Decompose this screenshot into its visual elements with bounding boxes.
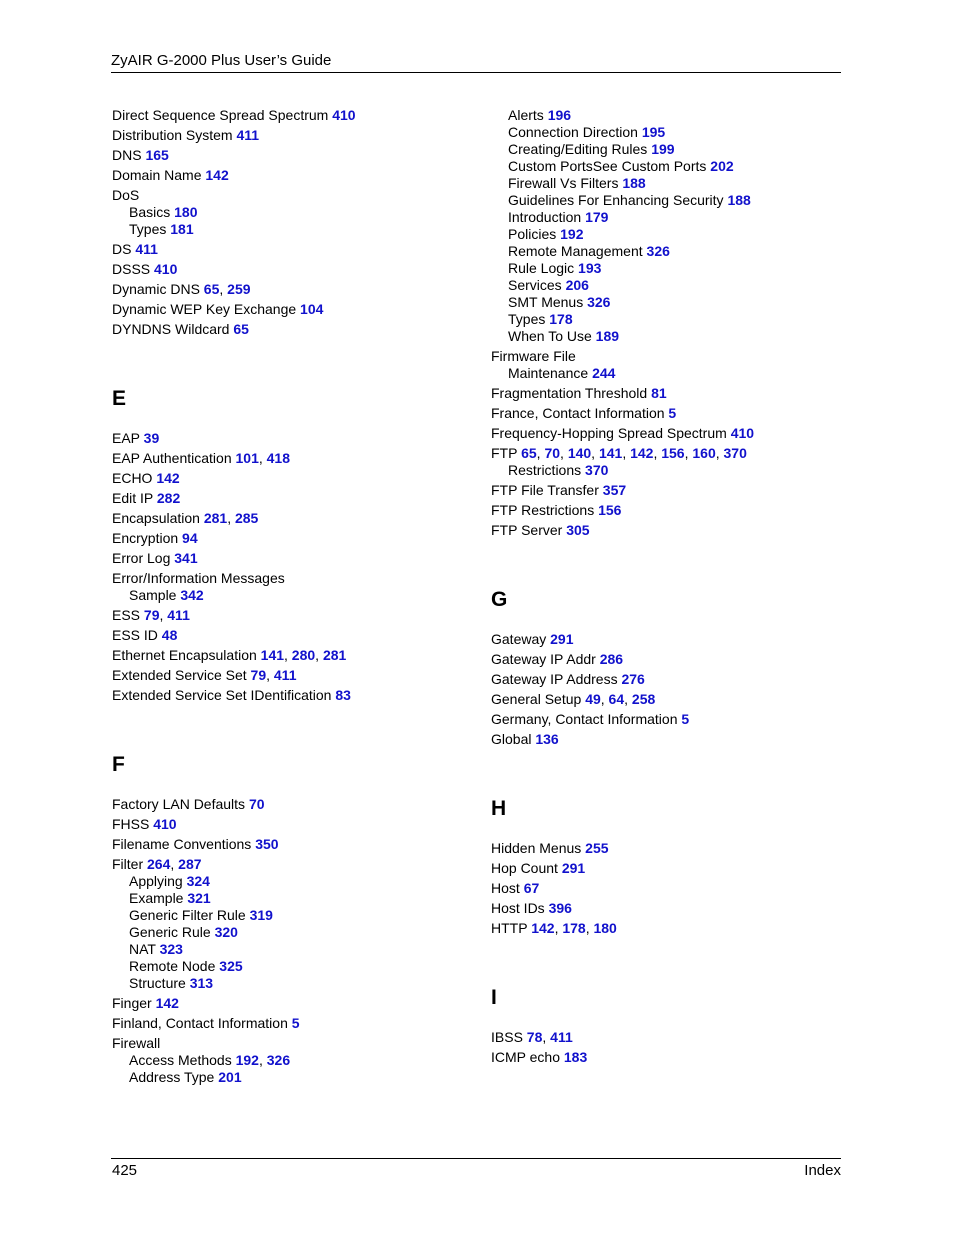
index-subentry: Access Methods 192, 326 xyxy=(129,1052,291,1068)
index-entry xyxy=(491,671,841,688)
index-term: Factory LAN Defaults xyxy=(112,796,246,812)
index-term: Access Methods xyxy=(129,1052,232,1068)
page-footer xyxy=(111,1158,841,1179)
page-reference-link[interactable]: 70 xyxy=(248,796,265,812)
page-reference-link[interactable]: 264 xyxy=(147,856,171,872)
page-reference-link[interactable]: 179 xyxy=(585,209,609,225)
index-term: Dynamic WEP Key Exchange xyxy=(112,301,297,317)
page-reference-link[interactable]: 286 xyxy=(599,651,624,667)
index-entry xyxy=(112,321,472,338)
index-term: Sample xyxy=(129,587,177,603)
index-subentry xyxy=(491,294,841,311)
index-entry xyxy=(112,241,472,258)
index-term: Restrictions xyxy=(508,462,582,478)
page-reference-link[interactable]: 255 xyxy=(585,840,609,856)
page-reference-link[interactable]: 136 xyxy=(535,731,559,747)
page-reference-link[interactable]: 370 xyxy=(723,445,747,461)
page-reference-link[interactable]: 83 xyxy=(335,687,351,703)
index-entry xyxy=(112,816,472,833)
index-term: Guidelines For Enhancing Security xyxy=(508,192,724,208)
index-term: Hop Count xyxy=(491,860,558,876)
index-entry xyxy=(112,470,472,487)
index-term: Firmware File xyxy=(491,348,576,364)
index-term: Finger xyxy=(112,995,152,1011)
page-reference-link[interactable]: 281 xyxy=(203,510,228,526)
index-term: Gateway IP Address xyxy=(491,671,618,687)
page-reference-link[interactable]: 192 xyxy=(560,226,584,242)
page-reference-link[interactable]: 140 xyxy=(567,445,592,461)
page-reference-link[interactable]: 65 xyxy=(233,321,249,337)
index-term: Error/Information Messages xyxy=(112,570,285,586)
index-entry: HTTP 142, 178, 180 xyxy=(491,920,617,936)
index-entry xyxy=(112,570,472,587)
index-term: Custom PortsSee Custom Ports xyxy=(508,158,707,174)
index-term: SMT Menus xyxy=(508,294,584,310)
page-reference-link[interactable]: 104 xyxy=(300,301,324,317)
index-letter-heading: H xyxy=(491,797,507,820)
index-term: NAT xyxy=(129,941,156,957)
page-reference-link[interactable]: 156 xyxy=(661,445,685,461)
index-subentry xyxy=(112,941,472,958)
index-entry xyxy=(491,405,841,422)
index-term: Filter xyxy=(112,856,144,872)
index-entry xyxy=(112,1035,472,1052)
index-subentry xyxy=(112,958,472,975)
page-reference-link[interactable]: 326 xyxy=(587,294,611,310)
page-reference-link[interactable]: 305 xyxy=(566,522,590,538)
index-term: Policies xyxy=(508,226,557,242)
index-entry xyxy=(112,627,472,644)
page-reference-link[interactable]: 206 xyxy=(565,277,589,293)
index-subentry xyxy=(491,311,841,328)
page-reference-link[interactable]: 141 xyxy=(260,647,285,663)
page-reference-link[interactable]: 411 xyxy=(236,127,260,143)
page-reference-link[interactable]: 370 xyxy=(585,462,609,478)
index-term: Types xyxy=(129,221,167,237)
index-entry xyxy=(491,425,841,442)
index-term: Finland, Contact Information xyxy=(112,1015,288,1031)
index-column-left xyxy=(112,107,472,1086)
page-reference-link[interactable]: 65 xyxy=(203,281,220,297)
index-subentry xyxy=(491,243,841,260)
index-term: DYNDNS Wildcard xyxy=(112,321,230,337)
index-subentry xyxy=(491,365,841,382)
index-subentry xyxy=(491,192,841,209)
page-reference-link[interactable]: 156 xyxy=(598,502,622,518)
guide-title: ZyAIR G-2000 Plus User’s Guide xyxy=(111,52,332,69)
page-reference-link[interactable]: 324 xyxy=(186,873,210,889)
index-term: Remote Node xyxy=(129,958,216,974)
page-reference-link[interactable]: 244 xyxy=(592,365,616,381)
page-reference-link[interactable]: 410 xyxy=(730,425,755,441)
page-reference-link[interactable]: 178 xyxy=(562,920,586,936)
page-reference-link[interactable]: 78 xyxy=(526,1029,543,1045)
index-term: DoS xyxy=(112,187,140,203)
index-entry xyxy=(112,796,472,813)
index-term: Fragmentation Threshold xyxy=(491,385,648,401)
index-subentry xyxy=(112,907,472,924)
page-reference-link[interactable]: 291 xyxy=(561,860,586,876)
index-entry: EAP Authentication 101, 418 xyxy=(112,450,290,466)
index-term: Alerts xyxy=(508,107,544,123)
index-term: Distribution System xyxy=(112,127,233,143)
index-term: Host IDs xyxy=(491,900,545,916)
page-reference-link[interactable]: 193 xyxy=(578,260,602,276)
index-subentry xyxy=(491,141,841,158)
section-name: Index xyxy=(804,1162,841,1179)
page-reference-link[interactable]: 287 xyxy=(178,856,202,872)
index-term: Filename Conventions xyxy=(112,836,252,852)
page-reference-link[interactable]: 183 xyxy=(563,1049,588,1065)
page-reference-link[interactable]: 5 xyxy=(681,711,690,727)
index-term: HTTP xyxy=(491,920,528,936)
page-reference-link[interactable]: 189 xyxy=(595,328,620,344)
index-entry xyxy=(491,502,841,519)
page-reference-link[interactable]: 67 xyxy=(523,880,540,896)
index-term: Maintenance xyxy=(508,365,589,381)
index-term: Address Type xyxy=(129,1069,215,1085)
index-entry: Filter 264, 287 xyxy=(112,856,202,872)
index-entry xyxy=(491,482,841,499)
index-term: Gateway xyxy=(491,631,547,647)
index-entry xyxy=(112,687,472,704)
index-entry: FTP 65, 70, 140, 141, 142, 156, 160, 370 xyxy=(491,445,747,461)
page-reference-link[interactable]: 201 xyxy=(218,1069,242,1085)
index-term: Creating/Editing Rules xyxy=(508,141,648,157)
page-reference-link[interactable]: 142 xyxy=(205,167,229,183)
index-entry xyxy=(112,147,472,164)
index-term: EAP Authentication xyxy=(112,450,232,466)
index-entry xyxy=(491,348,841,365)
page-reference-link[interactable]: 5 xyxy=(291,1015,300,1031)
index-entry xyxy=(491,860,841,877)
page-reference-link[interactable]: 39 xyxy=(143,430,160,446)
index-subentry xyxy=(491,209,841,226)
page-reference-link[interactable]: 199 xyxy=(651,141,675,157)
page-reference-link[interactable]: 202 xyxy=(710,158,734,174)
page-reference-link[interactable]: 141 xyxy=(598,445,623,461)
index-entry xyxy=(491,840,841,857)
index-entry xyxy=(112,301,472,318)
index-term: Example xyxy=(129,890,184,906)
index-term: Introduction xyxy=(508,209,582,225)
page-number: 425 xyxy=(112,1162,138,1179)
page-reference-link[interactable]: 196 xyxy=(547,107,572,123)
page-reference-link[interactable]: 325 xyxy=(219,958,243,974)
page-reference-link[interactable]: 192 xyxy=(235,1052,259,1068)
index-term: DS xyxy=(112,241,132,257)
index-term: FTP xyxy=(491,445,518,461)
index-term: General Setup xyxy=(491,691,582,707)
index-entry xyxy=(112,127,472,144)
page-reference-link[interactable]: 281 xyxy=(322,647,347,663)
index-entry: ESS 79, 411 xyxy=(112,607,190,623)
page-reference-link[interactable]: 326 xyxy=(266,1052,291,1068)
index-subentry xyxy=(491,107,841,124)
page-reference-link[interactable]: 48 xyxy=(161,627,178,643)
page-reference-link[interactable]: 195 xyxy=(641,124,666,140)
index-term: Error Log xyxy=(112,550,171,566)
page-reference-link[interactable]: 142 xyxy=(156,470,180,486)
index-term: Remote Management xyxy=(508,243,643,259)
page-reference-link[interactable]: 142 xyxy=(531,920,555,936)
index-letter-heading: I xyxy=(491,986,497,1009)
index-entry xyxy=(491,900,841,917)
index-term: Domain Name xyxy=(112,167,202,183)
page-reference-link[interactable]: 411 xyxy=(167,607,190,623)
index-entry: General Setup 49, 64, 258 xyxy=(491,691,656,707)
index-term: Hidden Menus xyxy=(491,840,582,856)
page-reference-link[interactable]: 410 xyxy=(332,107,356,123)
index-entry xyxy=(491,522,841,539)
index-entry: IBSS 78, 411 xyxy=(491,1029,573,1045)
page-reference-link[interactable]: 313 xyxy=(189,975,214,991)
index-term: Firewall xyxy=(112,1035,161,1051)
index-term: FTP File Transfer xyxy=(491,482,599,498)
page-reference-link[interactable]: 94 xyxy=(182,530,198,546)
index-entry: Extended Service Set 79, 411 xyxy=(112,667,297,683)
page-reference-link[interactable]: 350 xyxy=(255,836,279,852)
page-reference-link[interactable]: 326 xyxy=(646,243,670,259)
index-term: FTP Restrictions xyxy=(491,502,595,518)
page-reference-link[interactable]: 79 xyxy=(143,607,160,623)
page-reference-link[interactable]: 181 xyxy=(170,221,194,237)
index-term: Services xyxy=(508,277,562,293)
index-entry: Dynamic DNS 65, 259 xyxy=(112,281,251,297)
index-term: Direct Sequence Spread Spectrum xyxy=(112,107,329,123)
page-reference-link[interactable]: 410 xyxy=(154,261,178,277)
page-reference-link[interactable]: 341 xyxy=(174,550,198,566)
index-term: France, Contact Information xyxy=(491,405,665,421)
page-reference-link[interactable]: 70 xyxy=(544,445,561,461)
index-term: FHSS xyxy=(112,816,150,832)
index-term: IBSS xyxy=(491,1029,523,1045)
index-term: Encryption xyxy=(112,530,179,546)
index-term: ICMP echo xyxy=(491,1049,560,1065)
index-term: ESS ID xyxy=(112,627,158,643)
index-term: Extended Service Set IDentification xyxy=(112,687,332,703)
index-subentry xyxy=(112,975,472,992)
index-term: DNS xyxy=(112,147,142,163)
page-reference-link[interactable]: 410 xyxy=(153,816,177,832)
page-reference-link[interactable]: 65 xyxy=(521,445,537,461)
index-entry: Ethernet Encapsulation 141, 280, 281 xyxy=(112,647,347,663)
page-reference-link[interactable]: 411 xyxy=(273,667,297,683)
index-subentry xyxy=(112,873,472,890)
index-subentry xyxy=(491,462,841,479)
page-reference-link[interactable]: 323 xyxy=(159,941,183,957)
index-entry xyxy=(491,1049,841,1066)
index-entry xyxy=(112,490,472,507)
index-subentry xyxy=(491,226,841,243)
page-reference-link[interactable]: 142 xyxy=(155,995,179,1011)
index-term: EAP xyxy=(112,430,140,446)
index-subentry xyxy=(112,890,472,907)
index-entry xyxy=(491,731,841,748)
index-term: Gateway IP Addr xyxy=(491,651,596,667)
page-reference-link[interactable]: 411 xyxy=(550,1029,573,1045)
index-term: ESS xyxy=(112,607,141,623)
index-entry xyxy=(112,430,472,447)
index-term: Ethernet Encapsulation xyxy=(112,647,257,663)
index-entry xyxy=(491,631,841,648)
index-column-right xyxy=(491,107,841,1066)
index-letter-heading: E xyxy=(112,387,127,410)
index-subentry xyxy=(112,221,472,238)
page-reference-link[interactable]: 64 xyxy=(608,691,625,707)
index-entry xyxy=(491,711,841,728)
page-reference-link[interactable]: 188 xyxy=(727,192,751,208)
index-entry xyxy=(112,995,472,1012)
index-entry xyxy=(112,836,472,853)
page-reference-link[interactable]: 49 xyxy=(585,691,601,707)
index-entry xyxy=(112,107,472,124)
index-term: Germany, Contact Information xyxy=(491,711,678,727)
page-reference-link[interactable]: 342 xyxy=(180,587,204,603)
index-term: Generic Rule xyxy=(129,924,211,940)
page-reference-link[interactable]: 291 xyxy=(550,631,574,647)
index-term: Generic Filter Rule xyxy=(129,907,246,923)
index-term: When To Use xyxy=(508,328,592,344)
index-term: FTP Server xyxy=(491,522,563,538)
page-reference-link[interactable]: 282 xyxy=(156,490,181,506)
index-term: ECHO xyxy=(112,470,153,486)
page-reference-link[interactable]: 160 xyxy=(692,445,716,461)
page-header xyxy=(111,51,841,73)
page-reference-link[interactable]: 178 xyxy=(549,311,573,327)
page-reference-link[interactable]: 276 xyxy=(621,671,645,687)
index-subentry xyxy=(491,277,841,294)
index-term: Types xyxy=(508,311,546,327)
index-subentry xyxy=(112,1069,472,1086)
index-subentry xyxy=(491,175,841,192)
page-reference-link[interactable]: 418 xyxy=(266,450,290,466)
index-letter-heading: G xyxy=(491,588,508,611)
index-term: Firewall Vs Filters xyxy=(508,175,619,191)
page-reference-link[interactable]: 259 xyxy=(227,281,251,297)
index-term: Structure xyxy=(129,975,186,991)
index-entry: Encapsulation 281, 285 xyxy=(112,510,259,526)
index-subentry xyxy=(112,204,472,221)
index-entry xyxy=(491,651,841,668)
index-term: Basics xyxy=(129,204,171,220)
page-reference-link[interactable]: 142 xyxy=(630,445,654,461)
page-reference-link[interactable]: 79 xyxy=(250,667,267,683)
index-term: Host xyxy=(491,880,520,896)
index-entry xyxy=(112,530,472,547)
page-reference-link[interactable]: 81 xyxy=(651,385,667,401)
page-reference-link[interactable]: 180 xyxy=(593,920,617,936)
page-reference-link[interactable]: 5 xyxy=(668,405,677,421)
index-subentry xyxy=(491,124,841,141)
index-entry xyxy=(112,550,472,567)
index-entry xyxy=(491,880,841,897)
index-term: Encapsulation xyxy=(112,510,200,526)
page-reference-link[interactable]: 320 xyxy=(214,924,238,940)
page-reference-link[interactable]: 357 xyxy=(602,482,627,498)
index-subentry xyxy=(491,158,841,175)
index-subentry xyxy=(491,260,841,277)
index-term: Applying xyxy=(129,873,183,889)
index-entry xyxy=(112,1015,472,1032)
page-reference-link[interactable]: 258 xyxy=(631,691,656,707)
page-reference-link[interactable]: 396 xyxy=(548,900,572,916)
page-reference-link[interactable]: 280 xyxy=(291,647,316,663)
page-reference-link[interactable]: 319 xyxy=(249,907,273,923)
index-entry xyxy=(112,261,472,278)
index-entry xyxy=(112,187,472,204)
index-letter-heading: F xyxy=(112,753,125,776)
index-term: Global xyxy=(491,731,532,747)
index-entry xyxy=(112,167,472,184)
page-reference-link[interactable]: 180 xyxy=(174,204,198,220)
index-subentry xyxy=(112,924,472,941)
index-term: Dynamic DNS xyxy=(112,281,200,297)
page-reference-link[interactable]: 101 xyxy=(235,450,259,466)
index-term: Frequency-Hopping Spread Spectrum xyxy=(491,425,727,441)
index-term: DSSS xyxy=(112,261,151,277)
page-reference-link[interactable]: 411 xyxy=(135,241,158,257)
page-reference-link[interactable]: 321 xyxy=(187,890,211,906)
index-subentry xyxy=(491,328,841,345)
page-reference-link[interactable]: 285 xyxy=(234,510,259,526)
page-reference-link[interactable]: 165 xyxy=(145,147,169,163)
index-term: Edit IP xyxy=(112,490,153,506)
page-reference-link[interactable]: 188 xyxy=(622,175,646,191)
index-term: Extended Service Set xyxy=(112,667,247,683)
index-entry xyxy=(491,385,841,402)
index-term: Connection Direction xyxy=(508,124,638,140)
index-term: Rule Logic xyxy=(508,260,575,276)
index-subentry xyxy=(112,587,472,604)
